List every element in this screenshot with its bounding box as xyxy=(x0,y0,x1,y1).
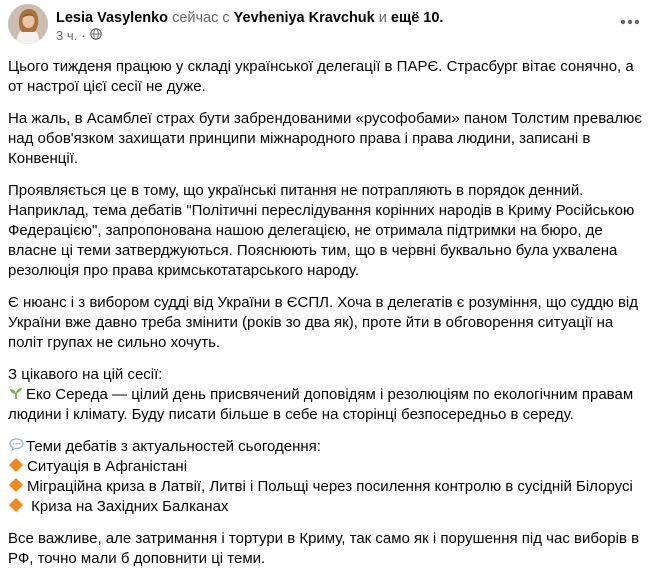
post-time[interactable]: 3 ч. xyxy=(56,28,78,43)
list-item: Міграційна криза в Латвії, Литві і Польщі через посилення контролю в сусідній Білорусі xyxy=(8,477,650,497)
eco-item xyxy=(8,385,650,425)
highlights-title: З цікавого на цій сесії: xyxy=(8,366,163,383)
debate-title: Теми дебатів з актуальностей сьогодення: xyxy=(26,438,321,455)
tagged-person[interactable]: Yevheniya Kravchuk xyxy=(233,10,375,26)
debate-topics xyxy=(8,437,650,517)
post-paragraph: Проявляється це в тому, що українські питання не потрапляють в порядок денний. Наприклад, тема дебатів "Політичні переслідування корінних народів в Криму Російською Федерацією", запропонована нашою делегацією, не отримала підтримки на бюро, де власне ці теми затверджуються. Пояснюють тим, що в червні буквально була ухвалена резолюція про права кримськотатарського народу. xyxy=(8,182,635,279)
orange-diamond-icon xyxy=(9,458,23,472)
with-text: сейчас с xyxy=(172,10,230,26)
post-paragraph: Є нюанс і з вибором судді від України в ЄСПЛ. Хоча в делегатів є розуміння, що суддю від України вже давно треба змінити (років зо два як), проте йти в обговорення ситуації на політ групах не сильно хочуть. xyxy=(8,294,639,351)
more-options-icon[interactable] xyxy=(616,12,644,32)
orange-diamond-icon xyxy=(9,478,23,492)
post-body xyxy=(8,57,650,581)
list-item: Криза на Західних Балканах xyxy=(8,497,650,517)
post-header xyxy=(8,4,650,48)
globe-icon[interactable] xyxy=(90,28,102,44)
post-paragraph: На жаль, в Асамблеї страх бути забрендованими «русофобами» паном Толстим превалює над обов'язком захищати принципи міжнародного права і права людини, записані в Конвенції. xyxy=(8,110,643,167)
post-paragraph: Все важливе, але затримання і тортури в Криму, так само як і порушення під час виборів в РФ, точно мали б доповнити ці теми. xyxy=(8,530,640,567)
author-name[interactable]: Lesia Vasylenko xyxy=(56,10,169,26)
speech-bubble-icon xyxy=(8,437,24,457)
eco-text: Еко Середа — цілий день присвячений доповідям і резолюціям по екологічним правам людини і клімату. Буду писати більше в себе на сторінці безпосередньо в середу. xyxy=(8,386,634,423)
orange-diamond-icon xyxy=(9,498,23,512)
and-text: и xyxy=(378,10,387,26)
seedling-icon xyxy=(8,385,24,405)
session-highlights xyxy=(8,365,650,425)
list-item: Ситуація в Афганістані xyxy=(8,457,650,477)
post-paragraph: Цього тижденя працюю у складі української делегації в ПАРЄ. Страсбург вітає сонячно, а от настрої цієї сесії не дуже. xyxy=(8,58,634,95)
author-line xyxy=(56,9,443,27)
post-meta xyxy=(56,28,102,44)
others-link[interactable]: ещё 10. xyxy=(390,10,444,26)
meta-separator: · xyxy=(81,28,86,43)
author-avatar[interactable] xyxy=(8,4,48,44)
debate-title-line xyxy=(8,437,650,457)
